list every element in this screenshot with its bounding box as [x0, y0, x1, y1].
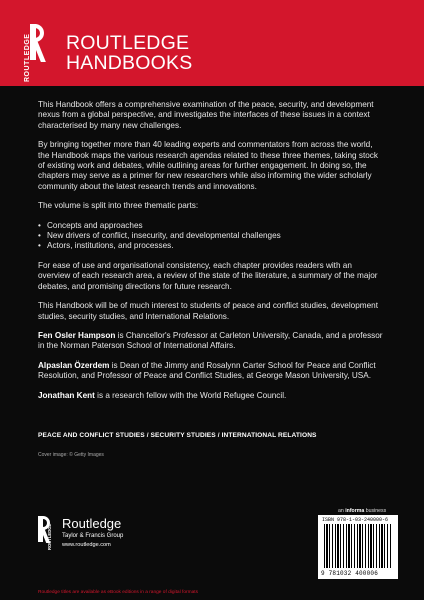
series-line-2: HANDBOOKS [66, 52, 193, 74]
list-item: • Actors, institutions, and processes. [38, 241, 386, 251]
blurb-paragraph: This Handbook will be of much interest to students of peace and conflict studies, development studies, security studies, and International Relations. [38, 301, 378, 321]
editor-name: Fen Osler Hampson [38, 330, 116, 340]
blurb-paragraph: By bringing together more than 40 leading experts and commentators from across the world, the Handbook maps the various research agendas related to these three themes, taking stock of existing work and debates, while outlining areas for further engagement. In doing so, the chapters may serve as a primer for new researchers while also informing the wider scholarly community about the latest research trends and innovations. [38, 140, 378, 191]
list-item: • Concepts and approaches [38, 221, 386, 231]
series-banner [0, 0, 424, 86]
publisher-group: Taylor & Francis Group [62, 533, 124, 539]
informa-business-mark [338, 508, 386, 514]
series-vertical-wordmark: ROUTLEDGE [24, 33, 31, 82]
editor-bio [38, 391, 386, 401]
series-title [66, 33, 192, 73]
parts-list [38, 221, 386, 252]
barcode-number: 9 781032 400006 [321, 570, 379, 577]
list-item: • New drivers of conflict, insecurity, and developmental challenges [38, 231, 386, 241]
ebook-note: Routledge titles are available as eBook editions in a range of digital formats [38, 590, 198, 595]
informa-brand: informa [345, 508, 365, 514]
editor-bio [38, 361, 386, 382]
isbn-label: ISBN 978-1-03-240000-6 [322, 517, 389, 523]
editor-bio-text: is Dean of the Jimmy and Rosalynn Carter School for Peace and Conflict Resolution, and Professor of Peace and Conflict Studies, at George Mason University, USA. [38, 360, 376, 381]
publisher-name: Routledge [62, 516, 122, 531]
barcode-bars-icon [324, 524, 392, 568]
editor-name: Alpaslan Özerdem [38, 360, 110, 370]
cover-credit: Cover image: © Getty Images [38, 452, 104, 458]
informa-prefix: an [338, 508, 346, 514]
series-line-1: ROUTLEDGE [66, 32, 190, 54]
blurb-paragraph: For ease of use and organisational consistency, each chapter provides readers with an overview of each research area, a review of the state of the literature, a summary of the major debates, and promising directions for future research. [38, 260, 378, 291]
blurb-paragraph: The volume is split into three thematic parts: [38, 201, 199, 211]
editor-name: Jonathan Kent [38, 390, 95, 400]
isbn-barcode [318, 515, 398, 579]
publisher-vertical-wordmark: ROUTLEDGE [47, 523, 52, 550]
editor-bio [38, 331, 386, 352]
subject-categories: PEACE AND CONFLICT STUDIES / SECURITY STUDIES / INTERNATIONAL RELATIONS [38, 432, 317, 439]
editor-bio-text: is a research fellow with the World Refugee Council. [94, 390, 287, 400]
publisher-url: www.routledge.com [62, 542, 111, 548]
blurb-paragraph: This Handbook offers a comprehensive examination of the peace, security, and development nexus from a global perspective, and investigates the interfaces of these issues in a context characterised by many new challenges. [38, 100, 374, 130]
routledge-r-logo-icon [30, 24, 48, 84]
back-cover-text [38, 100, 386, 410]
informa-suffix: business [364, 508, 387, 514]
editor-bio-text: is Chancellor's Professor at Carleton University, Canada, and a professor in the Norman Paterson School of International Affairs. [38, 330, 383, 351]
